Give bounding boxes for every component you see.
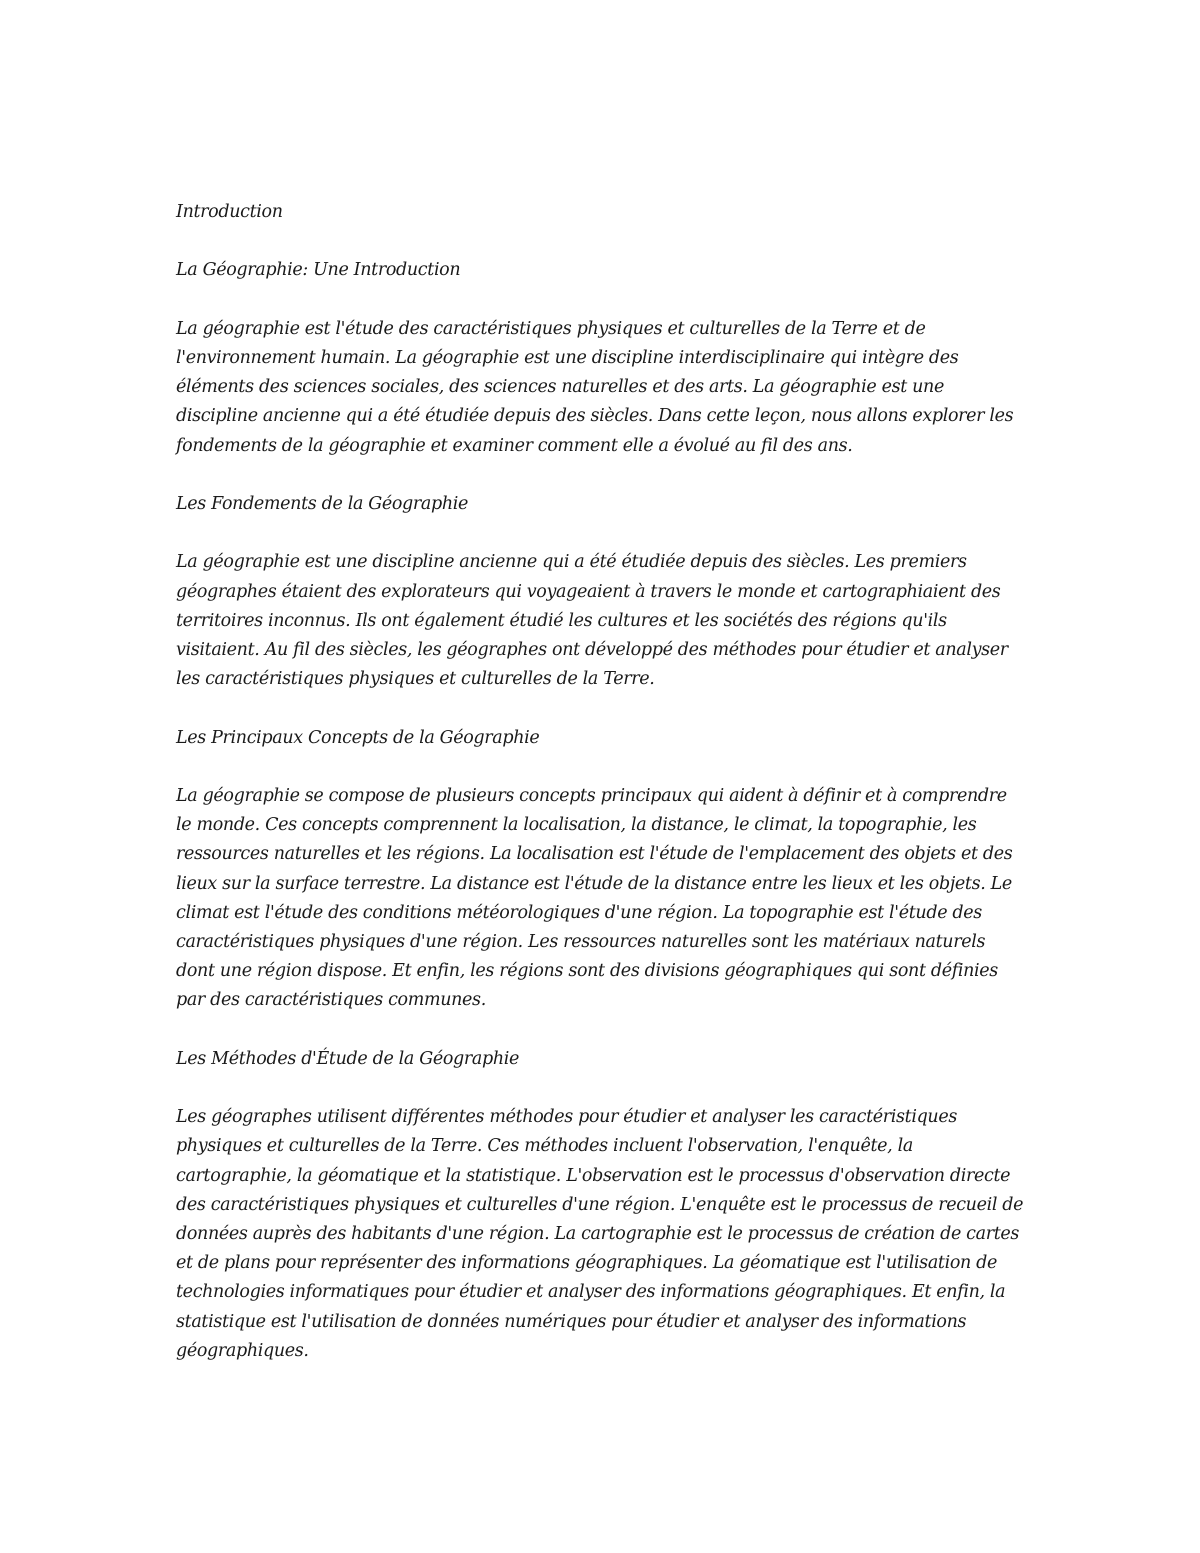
section-heading: La Géographie: Une Introduction	[176, 260, 461, 281]
section-paragraph: La géographie est une discipline ancienne qui a été étudiée depuis des siècles. Les premiers géographes étaient des explorateurs qui voyageaient à travers le monde et cartographiaient des territoires inconnus. Ils ont également étudié les cultures et les sociétés des régions qu'ils visitaient. Au fil des siècles, les géographes ont développé des méthodes pour étudier et analyser les caractéristiques physiques et culturelles de la Terre.	[176, 552, 1008, 690]
section-paragraph: La géographie est l'étude des caractéristiques physiques et culturelles de la Terre et de l'environnement humain. La géographie est une discipline interdisciplinaire qui intègre des éléments des sciences sociales, des sciences naturelles et des arts. La géographie est une discipline ancienne qui a été étudiée depuis des siècles. Dans cette leçon, nous allons explorer les fondements de la géographie et examiner comment elle a évolué au fil des ans.	[176, 318, 1014, 456]
section-paragraph: Les géographes utilisent différentes méthodes pour étudier et analyser les caractéristiques physiques et culturelles de la Terre. Ces méthodes incluent l'observation, l'enquête, la cartographie, la géomatique et la statistique. L'observation est le processus d'observation directe des caractéristiques physiques et culturelles d'une région. L'enquête est le processus de recueil de données auprès des habitants d'une région. La cartographie est le processus de création de cartes et de plans pour représenter des informations géographiques. La géomatique est l'utilisation de technologies informatiques pour étudier et analyser des informations géographiques. Et enfin, la statistique est l'utilisation de données numériques pour étudier et analyser des informations géographiques.	[176, 1107, 1024, 1361]
document-title: Introduction	[176, 202, 283, 222]
section-paragraph: La géographie se compose de plusieurs concepts principaux qui aident à définir et à comprendre le monde. Ces concepts comprennent la localisation, la distance, le climat, la topographie, les ressources naturelles et les régions. La localisation est l'étude de l'emplacement des objets et des lieux sur la surface terrestre. La distance est l'étude de la distance entre les lieux et les objets. Le climat est l'étude des conditions météorologiques d'une région. La topographie est l'étude des caractéristiques physiques d'une région. Les ressources naturelles sont les matériaux naturels dont une région dispose. Et enfin, les régions sont des divisions géographiques qui sont définies par des caractéristiques communes.	[176, 785, 1013, 1011]
section-heading: Les Méthodes d'Étude de la Géographie	[176, 1048, 520, 1069]
section-heading: Les Principaux Concepts de la Géographie	[176, 727, 540, 748]
document-body	[176, 198, 1026, 1395]
section-heading: Les Fondements de la Géographie	[176, 493, 469, 514]
